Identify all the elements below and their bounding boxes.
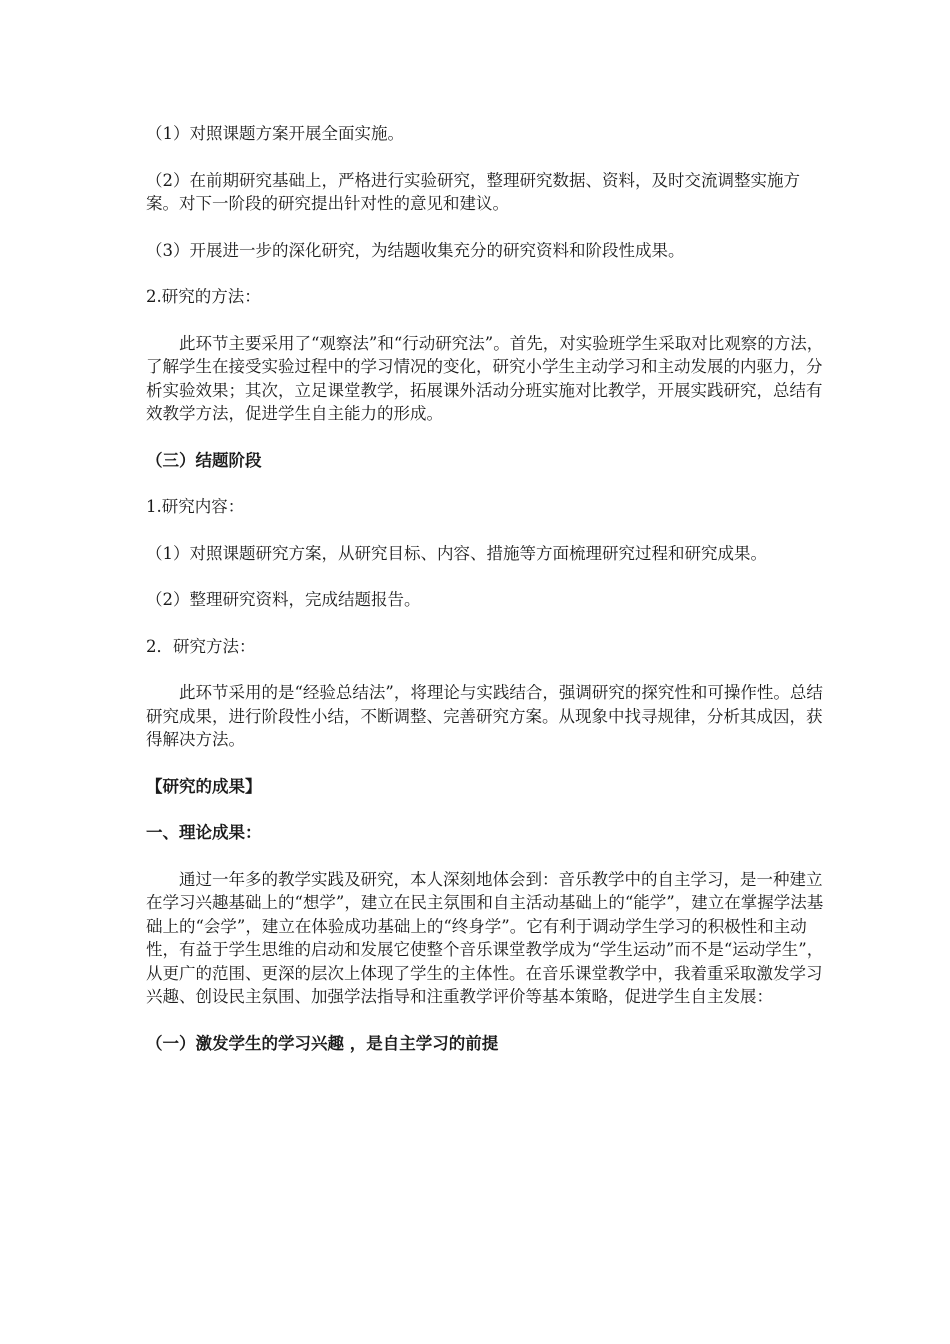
paragraph-method-heading: 2.研究的方法： bbox=[146, 287, 261, 306]
paragraph-theory-body: 通过一年多的教学实践及研究，本人深刻地体会到：音乐教学中的自主学习，是一种建立在学习兴趣基础上的“想学”，建立在民主氛围和自主活动基础上的“能学”，建立在掌握学法基础上的“会学”，建立在体验成功基础上的“终身学”。它有利于调动学生学习的积极性和主动性，有益于学生思维的启动和发展它使整个音乐课堂教学成为“学生运动”而不是“运动学生”，从更广的范围、更深的层次上体现了学生的主体性。在音乐课堂教学中，我着重采取激发学习兴趣、创设民主氛围、加强学法指导和注重教学评价等基本策略，促进学生自主发展： bbox=[146, 869, 824, 1006]
document-page bbox=[146, 122, 826, 1055]
section-heading-closing-stage: （三）结题阶段 bbox=[146, 450, 262, 470]
paragraph-step-3: （3）开展进一步的深化研究，为结题收集充分的研究资料和阶段性成果。 bbox=[146, 240, 685, 260]
paragraph-content-heading: 1.研究内容： bbox=[146, 497, 245, 516]
section-heading-results: 【研究的成果】 bbox=[146, 776, 262, 796]
section-heading-interest: （一）激发学生的学习兴趣 ，是自主学习的前提 bbox=[146, 1033, 499, 1053]
paragraph-method-body: 此环节主要采用了“观察法”和“行动研究法”。首先，对实验班学生采取对比观察的方法，了解学生在接受实验过程中的学习情况的变化，研究小学生主动学习和主动发展的内驱力，分析实验效果；其次，立足课堂教学，拓展课外活动分班实施对比教学，开展实践研究，总结有效教学方法，促进学生自主能力的形成。 bbox=[146, 333, 824, 423]
paragraph-closing-method-heading: 2．研究方法： bbox=[146, 636, 256, 656]
paragraph-closing-step-1: （1）对照课题研究方案，从研究目标、内容、措施等方面梳理研究过程和研究成果。 bbox=[146, 543, 767, 563]
section-heading-theory: 一、理论成果： bbox=[146, 823, 262, 842]
paragraph-closing-step-2: （2）整理研究资料，完成结题报告。 bbox=[146, 590, 421, 609]
paragraph-step-2: （2）在前期研究基础上，严格进行实验研究，整理研究数据、资料，及时交流调整实施方案。对下一阶段的研究提出针对性的意见和建议。 bbox=[146, 170, 800, 213]
paragraph-closing-method-body: 此环节采用的是“经验总结法”，将理论与实践结合，强调研究的探究性和可操作性。总结研究成果，进行阶段性小结，不断调整、完善研究方案。从现象中找寻规律，分析其成因，获得解决方法。 bbox=[146, 683, 823, 749]
paragraph-step-1: （1）对照课题方案开展全面实施。 bbox=[146, 124, 404, 143]
